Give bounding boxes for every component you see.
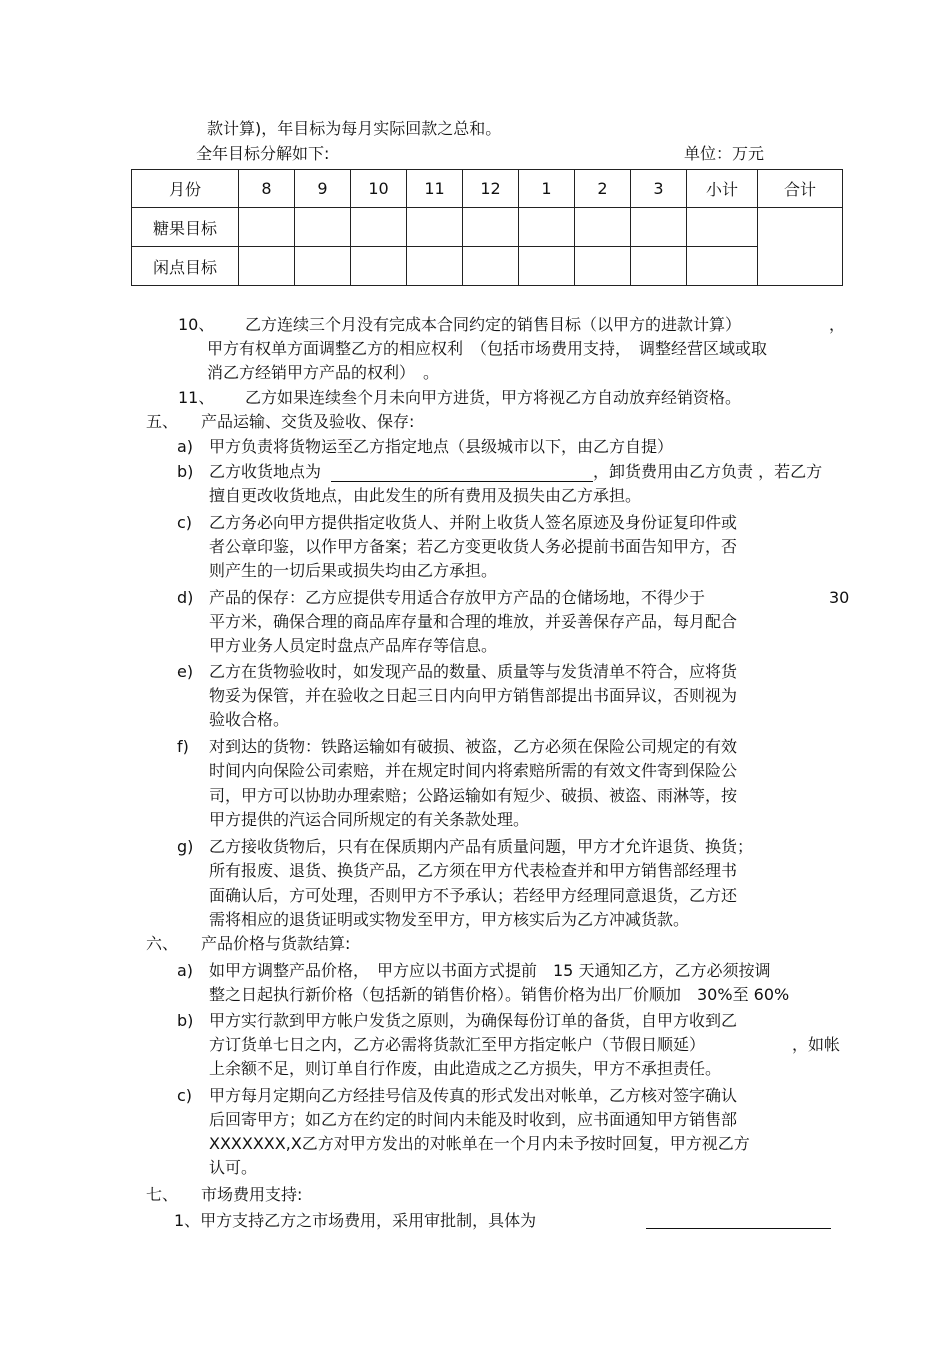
intro-line-2: 全年目标分解如下: (196, 144, 330, 163)
table-cell (407, 247, 463, 286)
item-11-line-1: 乙方如果连续叁个月未向甲方进货，甲方将视乙方自动放弃经销资格。 (245, 388, 742, 407)
s7-item-1: 1、甲方支持乙方之市场费用，采用审批制，具体为 (174, 1211, 537, 1230)
s6-b-line-1: 甲方实行款到甲方帐户发货之原则，为确保每份订单的备货，自甲方收到乙 (209, 1011, 738, 1030)
item-number: 11、 (178, 388, 215, 407)
s5-d-line-2: 平方米，确保合理的商品库存量和合理的堆放，并妥善保存产品，每月配合 (209, 612, 738, 631)
table-row-label: 糖果目标 (132, 208, 239, 247)
s6-a-line-1: 如甲方调整产品价格， 甲方应以书面方式提前 15 天通知乙方，乙方必须按调 (209, 961, 771, 980)
table-header-cell: 11 (407, 170, 463, 208)
table-cell (239, 247, 295, 286)
market-fee-blank (646, 1228, 831, 1229)
unit-label: 单位：万元 (684, 144, 765, 163)
s5-a-line-1: 甲方负责将货物运至乙方指定地点（县级城市以下，由乙方自提） (209, 437, 674, 456)
section-7-number: 七、 (146, 1185, 179, 1204)
item-label: b) (177, 1011, 194, 1030)
table-cell (687, 208, 758, 247)
table-header-cell: 小计 (687, 170, 758, 208)
table-cell (295, 208, 351, 247)
delivery-location-blank (331, 465, 593, 482)
table-header-row (132, 170, 843, 208)
s5-f-line-1: 对到达的货物：铁路运输如有破损、被盗，乙方必须在保险公司规定的有效 (209, 737, 738, 756)
s6-b-trail: ，如帐 (792, 1035, 841, 1054)
section-7-title: 市场费用支持: (201, 1185, 303, 1204)
table-cell (463, 208, 519, 247)
table-header-cell: 12 (463, 170, 519, 208)
table-cell (631, 208, 687, 247)
table-row-label: 闲点目标 (132, 247, 239, 286)
s5-b-text-2: ，卸货费用由乙方负责 ，若乙方 (593, 462, 823, 481)
s6-c-line-2: 后回寄甲方；如乙方在约定的时间内未能及时收到，应书面通知甲方销售部 (209, 1110, 738, 1129)
table-header-cell: 1 (519, 170, 575, 208)
table-cell (351, 208, 407, 247)
s5-b-line-2: 擅自更改收货地点，由此发生的所有费用及损失由乙方承担。 (209, 486, 642, 505)
section-5-number: 五、 (146, 412, 179, 431)
table-header-cell: 8 (239, 170, 295, 208)
table-cell (687, 247, 758, 286)
item-10-line-3: 消乙方经销甲方产品的权利） 。 (207, 363, 440, 382)
table-cell (519, 208, 575, 247)
s5-g-line-1: 乙方接收货物后，只有在保质期内产品有质量问题，甲方才允许退货、换货； (209, 837, 754, 856)
s5-c-line-2: 者公章印鉴，以作甲方备案；若乙方变更收货人务必提前书面告知甲方，否 (209, 537, 738, 556)
s5-d-line-1: 产品的保存：乙方应提供专用适合存放甲方产品的仓储场地，不得少于 (209, 588, 706, 607)
item-label: c) (177, 513, 193, 532)
s5-g-line-4: 需将相应的退货证明或实物发至甲方，甲方核实后为乙方冲减货款。 (209, 910, 690, 929)
item-label: e) (177, 662, 194, 681)
s5-b-text-1: 乙方收货地点为 (209, 462, 322, 481)
s6-a-line-2: 整之日起执行新价格（包括新的销售价格）。销售价格为出厂价顺加 30%至 60% (209, 985, 790, 1004)
table-cell (519, 247, 575, 286)
section-5-title: 产品运输、交货及验收、保存: (201, 412, 415, 431)
intro-line-1: 款计算)，年目标为每月实际回款之总和。 (207, 119, 502, 138)
section-6-title: 产品价格与货款结算: (201, 934, 351, 953)
item-label: c) (177, 1086, 193, 1105)
s6-c-line-4: 认可。 (209, 1158, 258, 1177)
s6-c-line-1: 甲方每月定期向乙方经挂号信及传真的形式发出对帐单，乙方核对签字确认 (209, 1086, 738, 1105)
table-cell (575, 247, 631, 286)
item-number: 10、 (178, 315, 215, 334)
table-header-cell: 10 (351, 170, 407, 208)
target-table (131, 169, 843, 286)
table-row (132, 208, 843, 247)
s5-e-line-3: 验收合格。 (209, 710, 290, 729)
s5-f-line-3: 司，甲方可以协助办理索赔；公路运输如有短少、破损、被盗、雨淋等，按 (209, 786, 738, 805)
table-header-cell: 合计 (758, 170, 843, 208)
s5-f-line-4: 甲方提供的汽运合同所规定的有关条款处理。 (209, 810, 530, 829)
item-label: f) (177, 737, 189, 756)
s5-g-line-3: 面确认后，方可处理，否则甲方不予承认；若经甲方经理同意退货，乙方还 (209, 886, 738, 905)
s6-b-line-2: 方订货单七日之内，乙方必需将货款汇至甲方指定帐户（节假日顺延） (209, 1035, 706, 1054)
table-cell (631, 247, 687, 286)
table-cell (463, 247, 519, 286)
table-header-cell: 3 (631, 170, 687, 208)
item-10-trail: ， (829, 315, 846, 334)
s5-b-line-1 (209, 462, 822, 482)
s5-c-line-3: 则产生的一切后果或损失均由乙方承担。 (209, 561, 498, 580)
s5-e-line-1: 乙方在货物验收时，如发现产品的数量、质量等与发货清单不符合，应将货 (209, 662, 738, 681)
table-total-cell (758, 208, 843, 286)
item-label: b) (177, 462, 194, 481)
table-cell (239, 208, 295, 247)
table-header-cell: 月份 (132, 170, 239, 208)
item-label: a) (177, 437, 194, 456)
item-10-line-2: 甲方有权单方面调整乙方的相应权利 （包括市场费用支持， 调整经营区域或取 (207, 339, 768, 358)
s5-f-line-2: 时间内向保险公司索赔，并在规定时间内将索赔所需的有效文件寄到保险公 (209, 761, 738, 780)
s6-b-line-3: 上余额不足，则订单自行作废，由此造成之乙方损失，甲方不承担责任。 (209, 1059, 722, 1078)
s6-c-line-3: XXXXXXX,X乙方对甲方发出的对帐单在一个月内未予按时回复，甲方视乙方 (209, 1134, 750, 1153)
table-cell (575, 208, 631, 247)
item-label: g) (177, 837, 194, 856)
table-row (132, 247, 843, 286)
table-header-cell: 2 (575, 170, 631, 208)
table-cell (351, 247, 407, 286)
item-label: a) (177, 961, 194, 980)
item-label: d) (177, 588, 194, 607)
table-header-cell: 9 (295, 170, 351, 208)
s5-g-line-2: 所有报废、退货、换货产品，乙方须在甲方代表检查并和甲方销售部经理书 (209, 861, 738, 880)
item-10-line-1: 乙方连续三个月没有完成本合同约定的销售目标（以甲方的进款计算） (245, 315, 742, 334)
s5-c-line-1: 乙方务必向甲方提供指定收货人、并附上收货人签名原迹及身份证复印件或 (209, 513, 738, 532)
table-cell (295, 247, 351, 286)
s5-d-line-3: 甲方业务人员定时盘点产品库存等信息。 (209, 636, 498, 655)
table-cell (407, 208, 463, 247)
s5-e-line-2: 物妥为保管，并在验收之日起三日内向甲方销售部提出书面异议，否则视为 (209, 686, 738, 705)
section-6-number: 六、 (146, 934, 179, 953)
s5-d-trail: 30 (829, 588, 850, 607)
